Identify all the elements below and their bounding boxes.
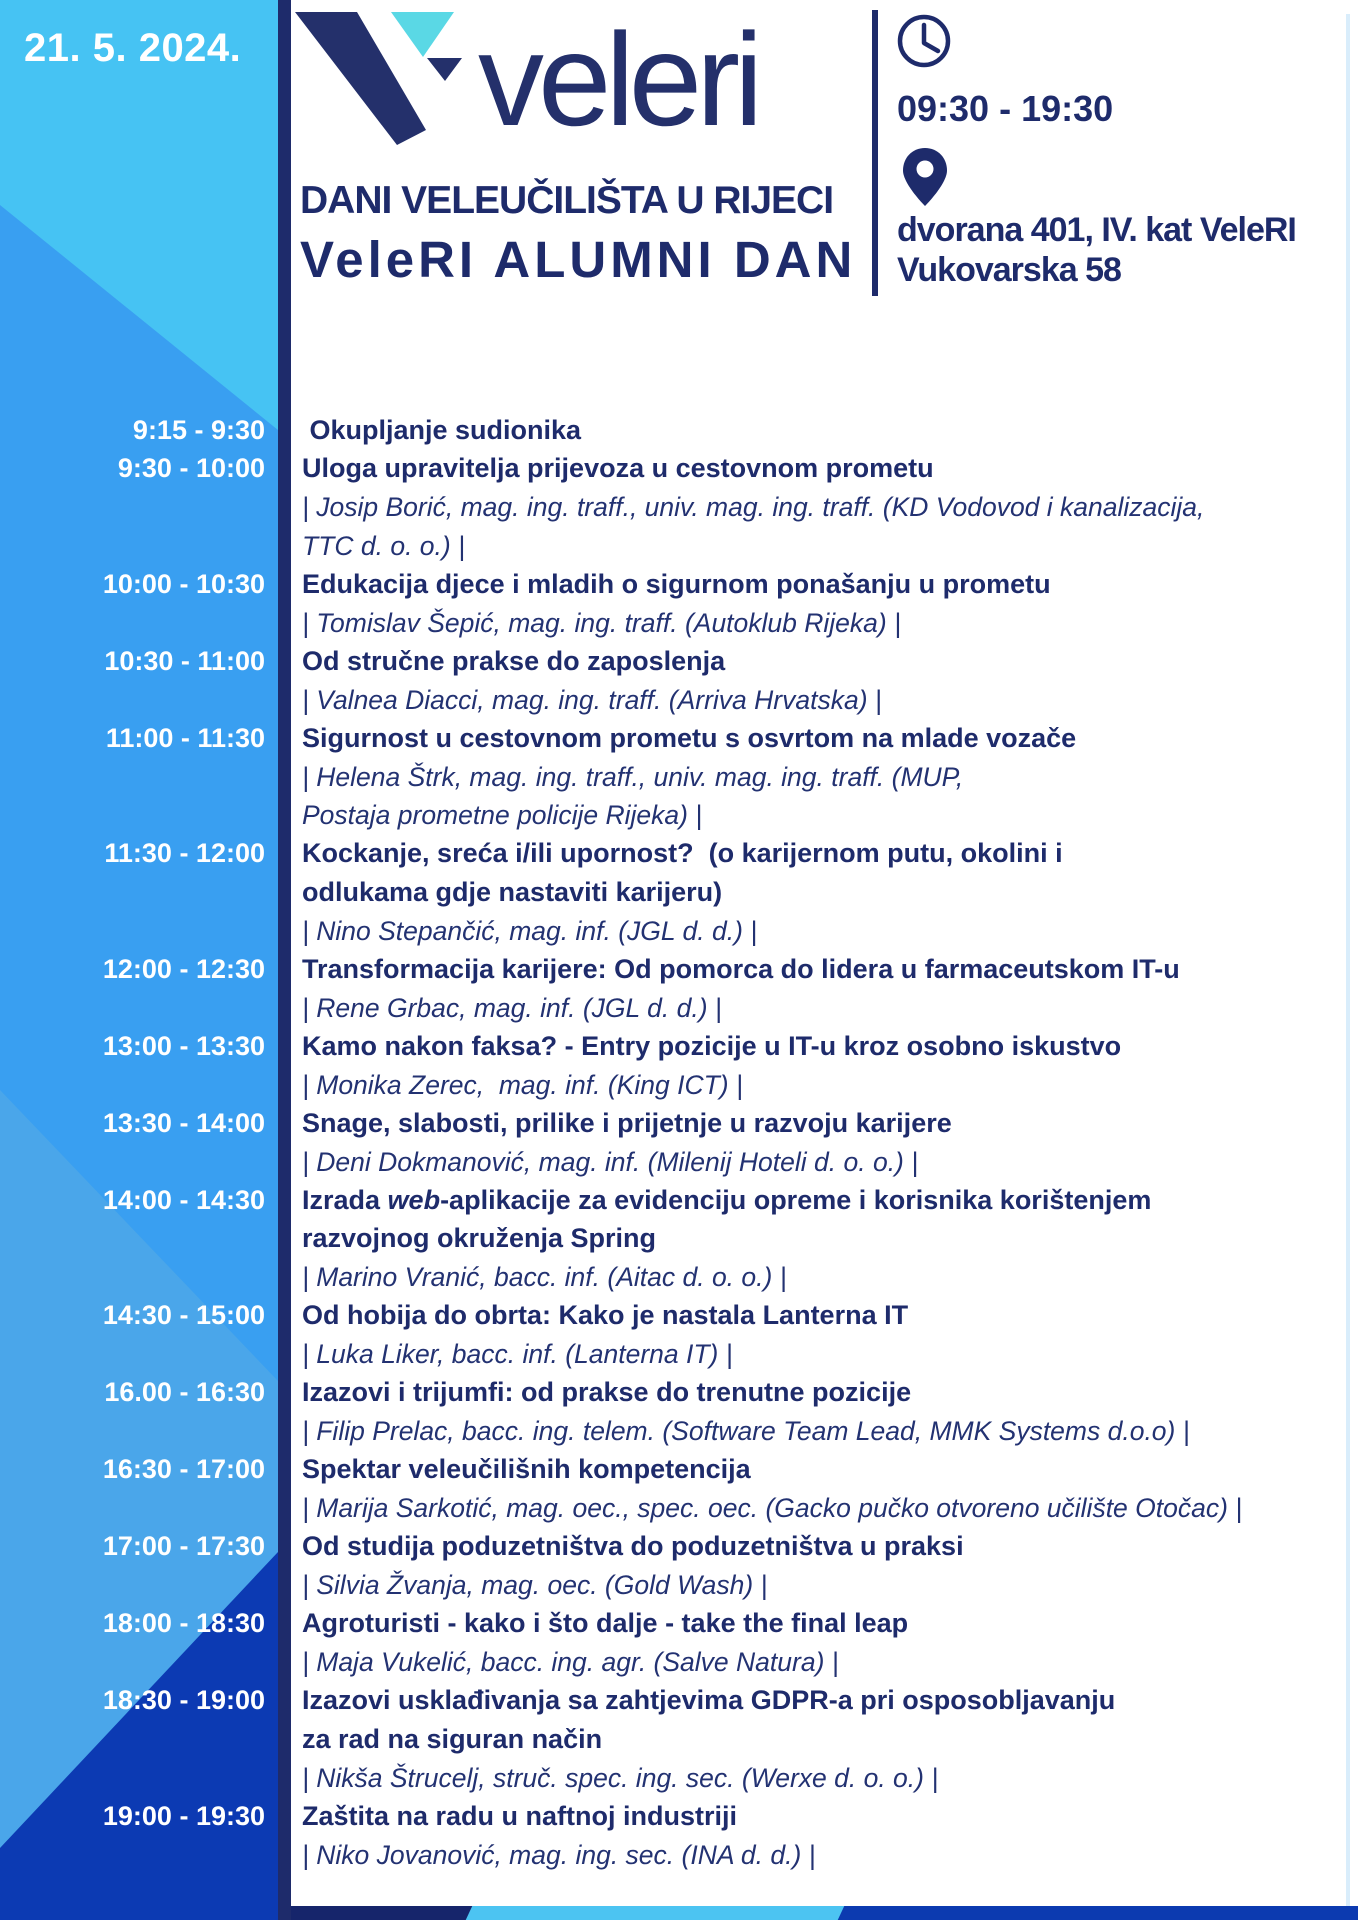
schedule-speaker: | Valnea Diacci, mag. ing. traff. (Arriva Hrvatska) | bbox=[302, 684, 882, 715]
schedule-time: 11:30 - 12:00 bbox=[104, 838, 265, 869]
page-title: VeleRI ALUMNI DAN bbox=[300, 231, 857, 288]
schedule-speaker: | Nikša Štrucelj, struč. spec. ing. sec. (Werxe d. o. o.) | bbox=[302, 1762, 939, 1793]
schedule-row bbox=[0, 565, 1358, 604]
schedule-row bbox=[0, 411, 1358, 450]
schedule-time: 14:00 - 14:30 bbox=[102, 1184, 265, 1215]
schedule-time: 10:00 - 10:30 bbox=[102, 568, 265, 599]
schedule-speaker: | Helena Štrk, mag. ing. traff., univ. mag. ing. traff. (MUP, bbox=[302, 761, 964, 792]
schedule-row bbox=[0, 604, 1358, 643]
schedule-row bbox=[0, 1181, 1358, 1220]
schedule-time: 13:30 - 14:00 bbox=[102, 1107, 265, 1138]
schedule-row bbox=[0, 1066, 1358, 1105]
schedule-session-title: Kockanje, sreća i/ili upornost? (o karijernom putu, okolini i bbox=[302, 838, 1063, 869]
schedule-row bbox=[0, 796, 1358, 835]
schedule-time: 13:00 - 13:30 bbox=[102, 1030, 265, 1061]
schedule-row bbox=[0, 1528, 1358, 1567]
schedule-time: 18:00 - 18:30 bbox=[102, 1608, 265, 1639]
schedule-row bbox=[0, 1836, 1358, 1875]
schedule-row bbox=[0, 1720, 1358, 1759]
schedule-session-title: Agroturisti - kako i što dalje - take the final leap bbox=[302, 1608, 909, 1639]
schedule-speaker: | Maja Vukelić, bacc. ing. agr. (Salve Natura) | bbox=[302, 1647, 839, 1677]
schedule-row bbox=[0, 719, 1358, 758]
schedule-speaker: | Josip Borić, mag. ing. traff., univ. mag. ing. traff. (KD Vodovod i kanalizacija, bbox=[302, 492, 1205, 522]
schedule-row bbox=[0, 527, 1358, 566]
clock-icon bbox=[896, 13, 952, 74]
schedule-row bbox=[0, 1797, 1358, 1836]
logo-small-triangle bbox=[427, 58, 462, 81]
schedule-time: 9:15 - 9:30 bbox=[132, 414, 265, 445]
veleri-logo-mark bbox=[290, 8, 470, 158]
schedule-speaker: TTC d. o. o.) | bbox=[302, 530, 465, 561]
schedule-session-title: Od hobija do obrta: Kako je nastala Lanterna IT bbox=[302, 1300, 909, 1331]
schedule-session-title: Spektar veleučilišnih kompetencija bbox=[302, 1454, 751, 1485]
schedule-row bbox=[0, 950, 1358, 989]
schedule-session-title: razvojnog okruženja Spring bbox=[302, 1223, 657, 1254]
schedule-session-title: Uloga upravitelja prijevoza u cestovnom prometu bbox=[302, 453, 934, 484]
schedule-session-title: Izazovi usklađivanja sa zahtjevima GDPR-a pri osposobljavanju bbox=[302, 1685, 1116, 1716]
schedule-speaker: | Silvia Žvanja, mag. oec. (Gold Wash) | bbox=[302, 1570, 768, 1600]
schedule-session-title: Snage, slabosti, prilike i prijetnje u razvoju karijere bbox=[302, 1107, 952, 1138]
title-italic-part: web bbox=[387, 1184, 441, 1215]
schedule-row bbox=[0, 1759, 1358, 1798]
schedule-row bbox=[0, 1451, 1358, 1490]
schedule-speaker: | Rene Grbac, mag. inf. (JGL d. d.) | bbox=[302, 992, 722, 1023]
schedule-row bbox=[0, 1682, 1358, 1721]
location-line-1: dvorana 401, IV. kat VeleRI bbox=[897, 211, 1296, 249]
schedule-time: 17:00 - 17:30 bbox=[102, 1531, 265, 1562]
header-divider bbox=[872, 10, 878, 296]
bottom-strip-cyan-segment bbox=[466, 1906, 845, 1920]
schedule-row bbox=[0, 1297, 1358, 1336]
schedule-session-title: Transformacija karijere: Od pomorca do lidera u farmaceutskom IT-u bbox=[302, 953, 1180, 984]
schedule-session-title: Izazovi i trijumfi: od prakse do trenutne pozicije bbox=[302, 1377, 912, 1408]
schedule-time: 12:00 - 12:30 bbox=[102, 953, 265, 984]
schedule-speaker: | Filip Prelac, bacc. ing. telem. (Software Team Lead, MMK Systems d.o.o) | bbox=[302, 1416, 1190, 1446]
schedule-row bbox=[0, 1104, 1358, 1143]
schedule-session-title: Edukacija djece i mladih o sigurnom ponašanju u prometu bbox=[302, 568, 1051, 599]
schedule-session-title: Kamo nakon faksa? - Entry pozicije u IT-u kroz osobno iskustvo bbox=[302, 1030, 1122, 1061]
schedule-row bbox=[0, 1258, 1358, 1297]
location-pin-icon bbox=[903, 148, 947, 211]
schedule-speaker: | Nino Stepančić, mag. inf. (JGL d. d.) | bbox=[302, 915, 758, 946]
schedule-row bbox=[0, 758, 1358, 797]
schedule-row bbox=[0, 681, 1358, 720]
schedule-row bbox=[0, 1605, 1358, 1644]
schedule-session-title: Okupljanje sudionika bbox=[302, 414, 582, 445]
schedule-row bbox=[0, 1027, 1358, 1066]
title-part: -aplikacije za evidenciju opreme i korisnika korištenjem bbox=[440, 1184, 1152, 1215]
schedule-row bbox=[0, 989, 1358, 1028]
schedule-time: 14:30 - 15:00 bbox=[102, 1300, 265, 1331]
schedule-row bbox=[0, 912, 1358, 951]
schedule-speaker: | Marija Sarkotić, mag. oec., spec. oec. (Gacko pučko otvoreno učilište Otočac) | bbox=[302, 1493, 1243, 1523]
schedule-speaker: Postaja prometne policije Rijeka) | bbox=[302, 800, 703, 830]
schedule-time: 18:30 - 19:00 bbox=[102, 1685, 265, 1716]
schedule-time: 9:30 - 10:00 bbox=[117, 453, 265, 484]
event-date: 21. 5. 2024. bbox=[24, 26, 242, 70]
schedule-row bbox=[0, 1412, 1358, 1451]
schedule-session-title: Od stručne prakse do zaposlenja bbox=[302, 645, 726, 676]
schedule-session-title: za rad na siguran način bbox=[302, 1723, 603, 1754]
schedule-time: 10:30 - 11:00 bbox=[104, 645, 265, 676]
location-line-2: Vukovarska 58 bbox=[897, 251, 1121, 289]
schedule-row bbox=[0, 450, 1358, 489]
schedule-speaker: | Niko Jovanović, mag. ing. sec. (INA d. d.) | bbox=[302, 1839, 816, 1870]
schedule-row bbox=[0, 1143, 1358, 1182]
schedule-time: 19:00 - 19:30 bbox=[102, 1800, 265, 1831]
schedule-row bbox=[0, 1374, 1358, 1413]
schedule-speaker: | Monika Zerec, mag. inf. (King ICT) | bbox=[302, 1069, 743, 1100]
schedule-time: 16:30 - 17:00 bbox=[102, 1454, 265, 1485]
bottom-strip-navy-segment bbox=[291, 1906, 481, 1920]
schedule-speaker: | Luka Liker, bacc. inf. (Lanterna IT) | bbox=[302, 1339, 733, 1369]
schedule-session-title: Sigurnost u cestovnom prometu s osvrtom na mlade vozače bbox=[302, 722, 1077, 753]
schedule-row bbox=[0, 1335, 1358, 1374]
logo-cyan-triangle bbox=[391, 12, 454, 57]
logo-wordmark: veleri bbox=[478, 6, 758, 153]
schedule-row bbox=[0, 642, 1358, 681]
schedule-session-title: odlukama gdje nastaviti karijeru) bbox=[302, 876, 723, 907]
schedule-row bbox=[0, 1489, 1358, 1528]
title-part: Izrada bbox=[302, 1184, 388, 1215]
schedule-speaker: | Deni Dokmanović, mag. inf. (Milenij Hoteli d. o. o.) | bbox=[302, 1146, 919, 1177]
schedule-session-title: Od studija poduzetništva do poduzetništva u praksi bbox=[302, 1531, 964, 1562]
schedule-row bbox=[0, 1220, 1358, 1259]
bottom-strip bbox=[291, 1906, 1358, 1920]
schedule-row bbox=[0, 1566, 1358, 1605]
schedule-time: 11:00 - 11:30 bbox=[105, 722, 265, 753]
series-title: DANI VELEUČILIŠTA U RIJECI bbox=[300, 179, 834, 222]
schedule-row bbox=[0, 488, 1358, 527]
schedule-speaker: | Marino Vranić, bacc. inf. (Aitac d. o. o.) | bbox=[302, 1262, 787, 1292]
schedule bbox=[0, 411, 1358, 1874]
schedule-speaker: | Tomislav Šepić, mag. ing. traff. (Autoklub Rijeka) | bbox=[302, 607, 901, 638]
schedule-time: 16.00 - 16:30 bbox=[104, 1377, 265, 1408]
event-time-range: 09:30 - 19:30 bbox=[897, 88, 1114, 129]
schedule-row bbox=[0, 1643, 1358, 1682]
schedule-row bbox=[0, 835, 1358, 874]
schedule-session-title: Zaštita na radu u naftnoj industriji bbox=[302, 1800, 738, 1831]
schedule-session-title bbox=[278, 1184, 1152, 1215]
schedule-row bbox=[0, 873, 1358, 912]
